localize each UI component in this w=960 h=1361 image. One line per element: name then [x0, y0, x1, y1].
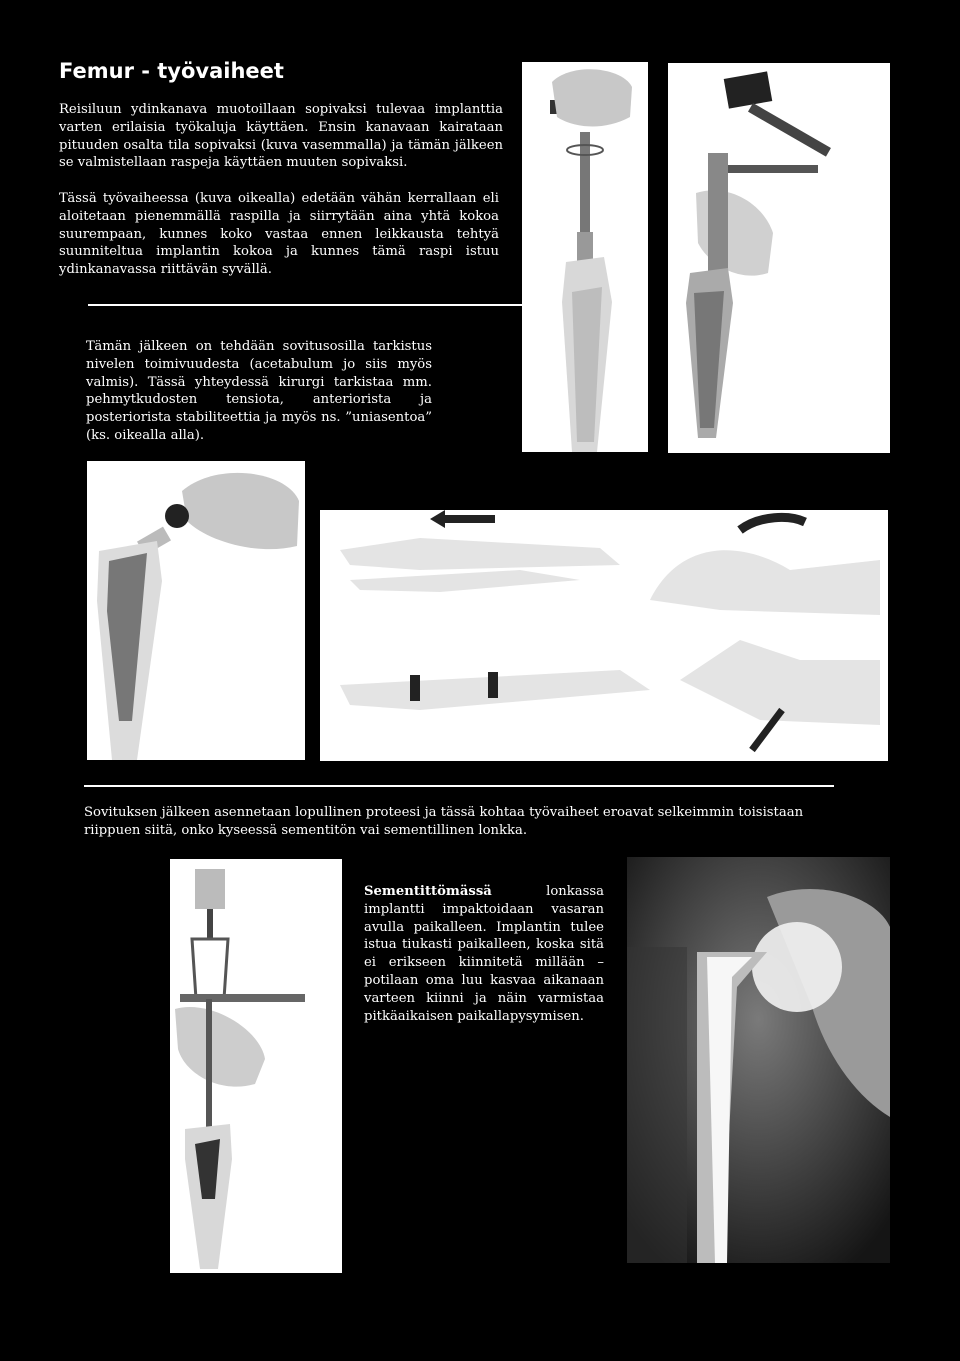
cementless-text: lonkassa implantti impaktoidaan vasaran avulla paikalleen. Implantin tulee istua tiukasti paikalleen, koska sitä ei erikseen kiinnitetä millään – potilaan oma luu kasvaa aikanaan varteen kiinni ja näin varmistaa pitkäaikaisen paikallapysymisen. — [364, 884, 604, 1024]
cementless-paragraph — [364, 883, 604, 1025]
stability-test-illustration — [320, 510, 888, 761]
cementless-heading: Sementittömässä — [364, 884, 492, 899]
divider-top — [88, 304, 522, 306]
drill-illustration — [522, 62, 648, 452]
rasp-hammer-illustration — [668, 63, 890, 453]
intro-paragraph: Reisiluun ydinkanava muotoillaan sopivaksi tulevaa implanttia varten erilaisia työkaluja käyttäen. Ensin kanavaan kairataan pituuden osalta tila sopivaksi (kuva vasemmalla) ja tämän jälkeen se valmistellaan raspeja käyttäen muuten sopivaksi. — [59, 102, 503, 171]
page-title: Femur - työvaiheet — [59, 59, 284, 83]
final-prosthesis-paragraph: Sovituksen jälkeen asennetaan lopullinen proteesi ja tässä kohtaa työvaiheet eroavat selkeimmin toisistaan riippuen siitä, onko kyseessä sementitön vai sementillinen lonkka. — [84, 805, 804, 838]
trial-paragraph: Tämän jälkeen on tehdään sovitusosilla tarkistus nivelen toimivuudesta (acetabulum jo siis myös valmis). Tässä yhteydessä kirurgi tarkistaa mm. pehmytkudosten tensiota, anteriorista ja posteriorista stabiliteettia ja myös ns. ”uniasentoa” (ks. oikealla alla). — [86, 339, 432, 443]
trial-stem-illustration — [87, 461, 305, 760]
xray-image — [627, 857, 890, 1263]
impaction-illustration — [170, 859, 342, 1273]
rasp-paragraph: Tässä työvaiheessa (kuva oikealla) edetään vähän kerrallaan eli aloitetaan pienemmällä raspilla ja siirrytään aina yhtä kokoa suurempaan, kunnes koko vastaa ennen leikkausta tehtyä suunniteltua implantin kokoa ja kunnes tämä raspi istuu ydinkanavassa riittävän syvällä. — [59, 191, 499, 278]
divider-bottom — [84, 785, 834, 787]
